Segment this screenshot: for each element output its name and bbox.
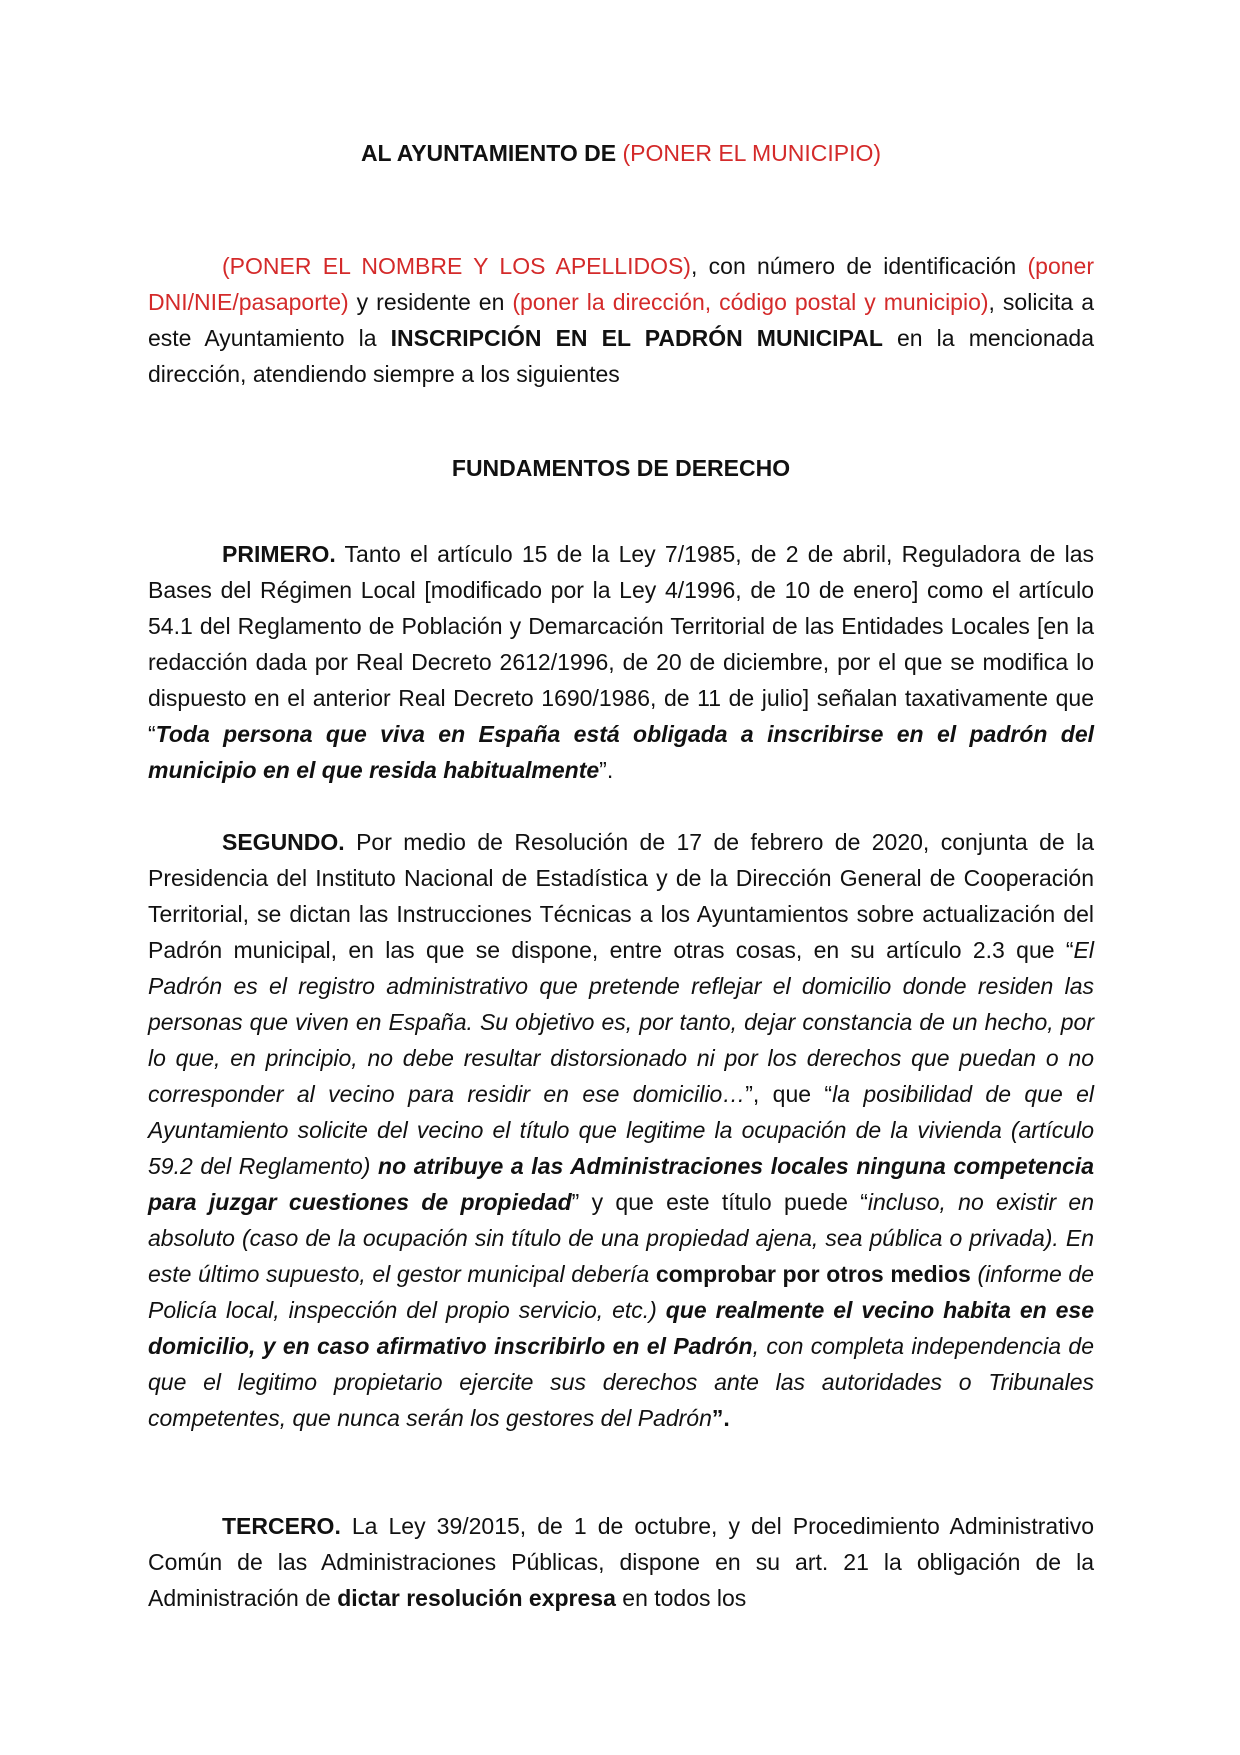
primero-text-1: Tanto el artículo 15 de la Ley 7/1985, de 2 de abril, Reguladora de las Bases del Régimen Local [modificado por la Ley 4/1996, de 10 de enero] como el artículo 54.1 del Reglamento de Población y Demarcación Territorial de las Entidades Locales [en la redacción dada por Real Decreto 2612/1996, de 20 de diciembre, por el que se modifica lo dispuesto en el anterior Real Decreto 1690/1986, de 11 de julio] señalan taxativamente que “ xyxy=(148,541,1094,747)
intro-text-3: , solicita a este Ayuntamiento la xyxy=(148,289,1094,351)
paragraph-segundo xyxy=(148,824,1094,1436)
segundo-text-3: ” y que este título puede “ xyxy=(571,1189,868,1215)
tercero-text-1: La Ley 39/2015, de 1 de octubre, y del Procedimiento Administrativo Común de las Administraciones Públicas, dispone en su art. 21 la obligación de la Administración de xyxy=(148,1513,1094,1611)
primero-quote: Toda persona que viva en España está obligada a inscribirse en el padrón del municipio en el que resida habitualmente xyxy=(148,721,1094,783)
section-heading: FUNDAMENTOS DE DERECHO xyxy=(451,455,791,481)
segundo-emphasis-1: no atribuye a las Administraciones locales ninguna competencia para juzgar cuestiones de propiedad xyxy=(148,1153,1094,1215)
intro-text-4: en la mencionada dirección, atendiendo siempre a los siguientes xyxy=(148,325,1095,387)
segundo-text-2: ”, que “ xyxy=(745,1081,833,1107)
document-title xyxy=(148,135,1094,171)
primero-label: PRIMERO. xyxy=(222,541,336,567)
address-placeholder: (poner la dirección, código postal y municipio) xyxy=(512,289,989,315)
request-subject: INSCRIPCIÓN EN EL PADRÓN MUNICIPAL xyxy=(390,325,883,351)
tercero-emphasis: dictar resolución expresa xyxy=(337,1585,616,1611)
segundo-text-4: ”. xyxy=(711,1405,730,1431)
tercero-text-2: en todos los xyxy=(615,1585,747,1611)
segundo-quote-2: la posibilidad de que el Ayuntamiento solicite del vecino el título que legitime la ocupación de la vivienda (artículo 59.2 del Reglamento) xyxy=(148,1081,1095,1179)
segundo-quote-4: (informe de Policía local, inspección del propio servicio, etc.) xyxy=(148,1261,1094,1323)
segundo-emphasis-2: comprobar por otros medios xyxy=(655,1261,971,1287)
segundo-emphasis-3: que realmente el vecino habita en ese domicilio, y en caso afirmativo inscribirlo en el Padrón xyxy=(148,1297,1094,1359)
intro-paragraph xyxy=(148,248,1094,392)
paragraph-tercero xyxy=(148,1508,1094,1616)
title-prefix: AL AYUNTAMIENTO DE xyxy=(360,140,623,166)
paragraph-primero xyxy=(148,536,1094,788)
segundo-quote-5: , con completa independencia de que el legitimo propietario ejercite sus derechos ante las autoridades o Tribunales competentes, que nunca serán los gestores del Padrón xyxy=(148,1333,1094,1431)
segundo-label: SEGUNDO. xyxy=(222,829,345,855)
segundo-quote-1: El Padrón es el registro administrativo que pretende reflejar el domicilio donde residen las personas que viven en España. Su objetivo es, por tanto, dejar constancia de un hecho, por lo que, en principio, no debe resultar distorsionado ni por los derechos que puedan o no corresponder al vecino para residir en ese domicilio… xyxy=(148,937,1094,1107)
municipality-placeholder: (PONER EL MUNICIPIO) xyxy=(622,140,882,166)
intro-text-2: y residente en xyxy=(348,289,513,315)
primero-text-2: ”. xyxy=(599,757,614,783)
segundo-text-1: Por medio de Resolución de 17 de febrero de 2020, conjunta de la Presidencia del Instituto Nacional de Estadística y de la Dirección General de Cooperación Territorial, se dictan las Instrucciones Técnicas a los Ayuntamientos sobre actualización del Padrón municipal, en las que se dispone, entre otras cosas, en su artículo 2.3 que “ xyxy=(148,829,1094,963)
name-placeholder: (PONER EL NOMBRE Y LOS APELLIDOS) xyxy=(222,253,691,279)
intro-text-1: , con número de identificación xyxy=(690,253,1028,279)
segundo-quote-3: incluso, no existir en absoluto (caso de la ocupación sin título de una propiedad ajena, sea pública o privada). En este último supuesto, el gestor municipal debería xyxy=(148,1189,1094,1287)
tercero-label: TERCERO. xyxy=(222,1513,341,1539)
id-placeholder: (poner DNI/NIE/pasaporte) xyxy=(148,253,1094,315)
